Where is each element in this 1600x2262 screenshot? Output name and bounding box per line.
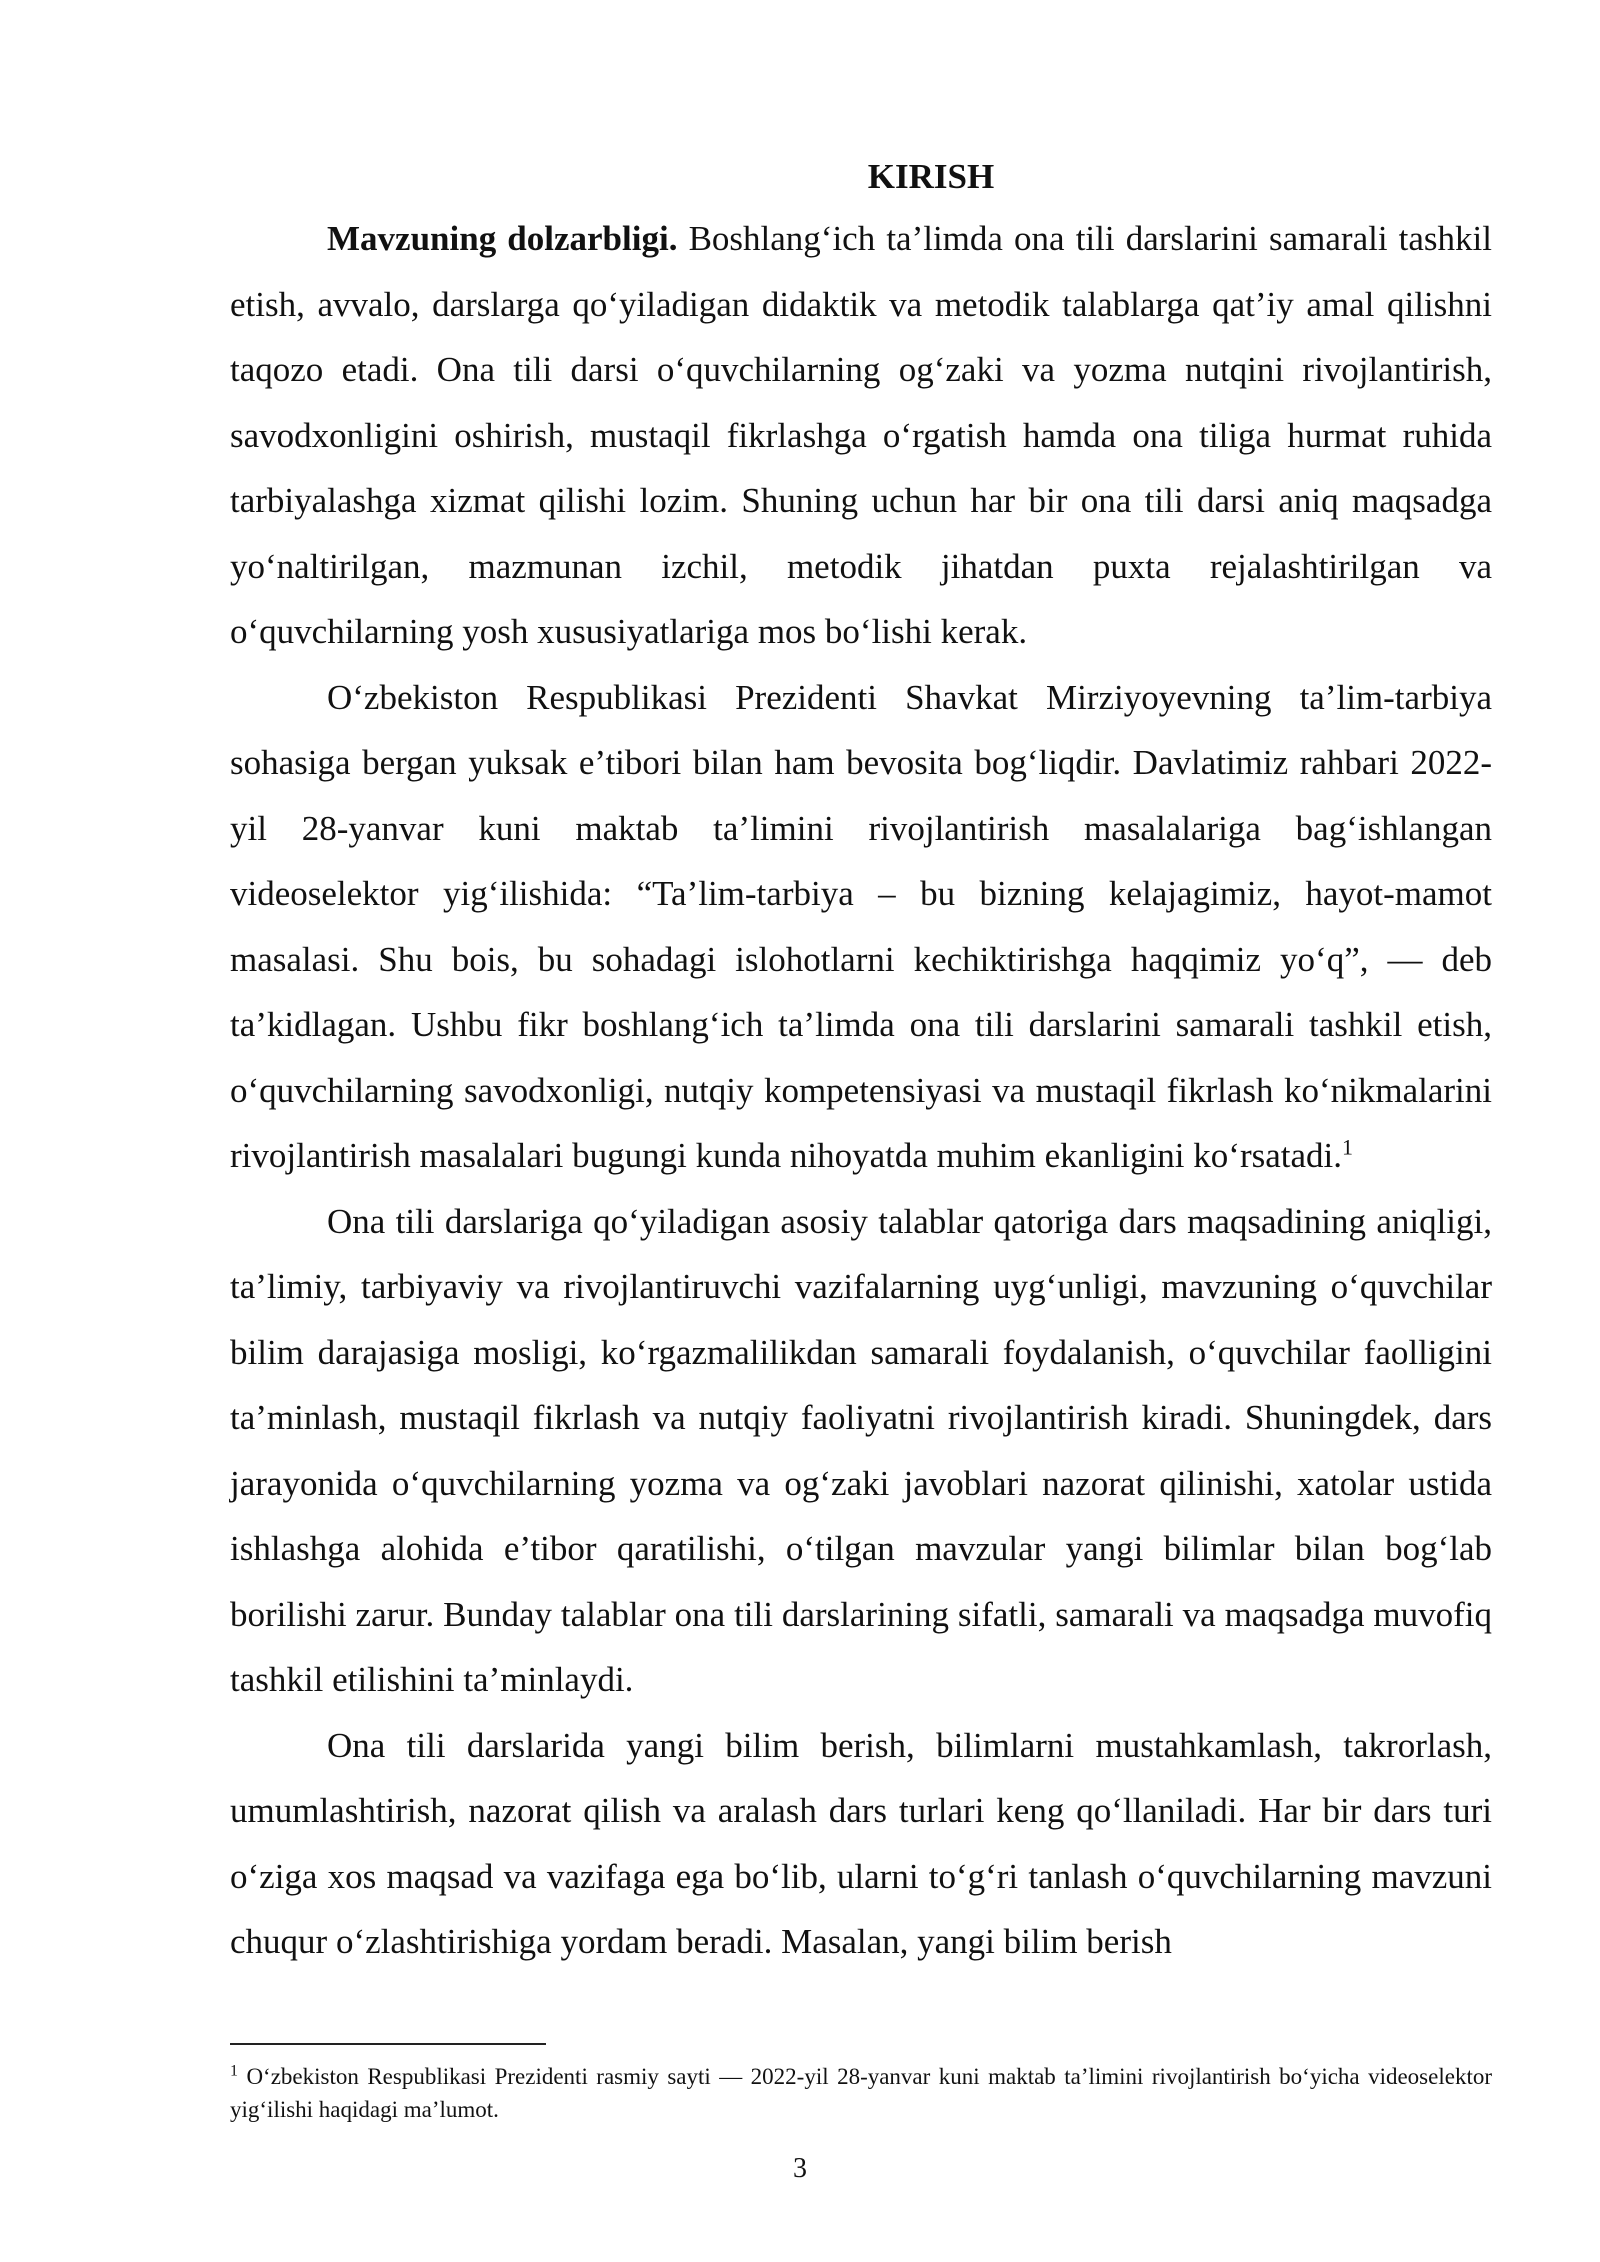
footnote-divider <box>230 2043 546 2045</box>
page-title: KIRISH <box>867 157 995 196</box>
paragraph-1-text: Boshlang‘ich ta’limda ona tili darslarini samarali tashkil etish, avvalo, darslarga qo‘yiladigan didaktik va metodik talablarga qat’iy amal qilishni taqozo etadi. Ona tili darsi o‘quvchilarning og‘zaki va yozma nutqini rivojlantirish, savodxonligini oshirish, mustaqil fikrlashga o‘rgatish hamda ona tiliga hurmat ruhida tarbiyalashga xizmat qilishi lozim. Shuning uchun har bir ona tili darsi aniq maqsadga yo‘naltirilgan, mazmunan izchil, metodik jihatdan puxta rejalashtirilgan va o‘quvchilarning yosh xususiyatlariga mos bo‘lishi kerak. <box>230 219 1492 651</box>
paragraph-2-text: O‘zbekiston Respublikasi Prezidenti Shavkat Mirziyoyevning ta’lim-tarbiya sohasiga bergan yuksak e’tibori bilan ham bevosita bog‘liqdir. Davlatimiz rahbari 2022-yil 28-yanvar kuni maktab ta’limini rivojlantirish masalalariga bag‘ishlangan videoselektor yig‘ilishida: “Ta’lim-tarbiya – bu bizning kelajagimiz, hayot-mamot masalasi. Shu bois, bu sohadagi islohotlarni kechiktirishga haqqimiz yo‘q”, — deb ta’kidlagan. Ushbu fikr boshlang‘ich ta’limda ona tili darslarini samarali tashkil etish, o‘quvchilarning savodxonligi, nutqiy kompetensiyasi va mustaqil fikrlash ko‘nikmalarini rivojlantirish masalalari bugungi kunda nihoyatda muhim ekanligini ko‘rsatadi. <box>230 677 1492 1175</box>
paragraph-1 <box>230 206 1492 665</box>
page-number: 3 <box>793 2153 807 2184</box>
paragraph-4-text: Ona tili darslarida yangi bilim berish, bilimlarni mustahkamlash, takrorlash, umumlashtirish, nazorat qilish va aralash dars turlari keng qo‘llaniladi. Har bir dars turi o‘ziga xos maqsad va vazifaga ega bo‘lib, ularni to‘g‘ri tanlash o‘quvchilarning mavzuni chuqur o‘zlashtirishiga yordam beradi. Masalan, yangi bilim berish <box>230 1725 1492 1961</box>
paragraph-3-text: Ona tili darslariga qo‘yiladigan asosiy talablar qatoriga dars maqsadining aniqligi, ta’limiy, tarbiyaviy va rivojlantiruvchi vazifalarning uyg‘unligi, mavzuning o‘quvchilar bilim darajasiga mosligi, ko‘rgazmalilikdan samarali foydalanish, o‘quvchilar faolligini ta’minlash, mustaqil fikrlash va nutqiy faoliyatni rivojlantirish kiradi. Shuningdek, dars jarayonida o‘quvchilarning yozma va og‘zaki javoblari nazorat qilinishi, xatolar ustida ishlashga alohida e’tibor qaratilishi, o‘tilgan mavzular yangi bilimlar bilan bog‘lab borilishi zarur. Bunday talablar ona tili darslarining sifatli, samarali va maqsadga muvofiq tashkil etilishini ta’minlaydi. <box>230 1201 1492 1699</box>
paragraph-3 <box>230 1189 1492 1713</box>
footnote <box>230 2060 1492 2126</box>
footnote-mark: 1 <box>230 2062 238 2080</box>
page-body <box>230 148 1492 1975</box>
footnote-reference[interactable]: 1 <box>1342 1134 1353 1160</box>
paragraph-4 <box>230 1713 1492 1975</box>
footnote-text: O‘zbekiston Respublikasi Prezidenti rasmiy sayti — 2022-yil 28-yanvar kuni maktab ta’limini rivojlantirish bo‘yicha videoselektor yig‘ilishi haqidagi ma’lumot. <box>230 2064 1492 2122</box>
paragraph-2 <box>230 665 1492 1189</box>
paragraph-lead-topic-relevance: Mavzuning dolzarbligi. <box>327 219 678 258</box>
